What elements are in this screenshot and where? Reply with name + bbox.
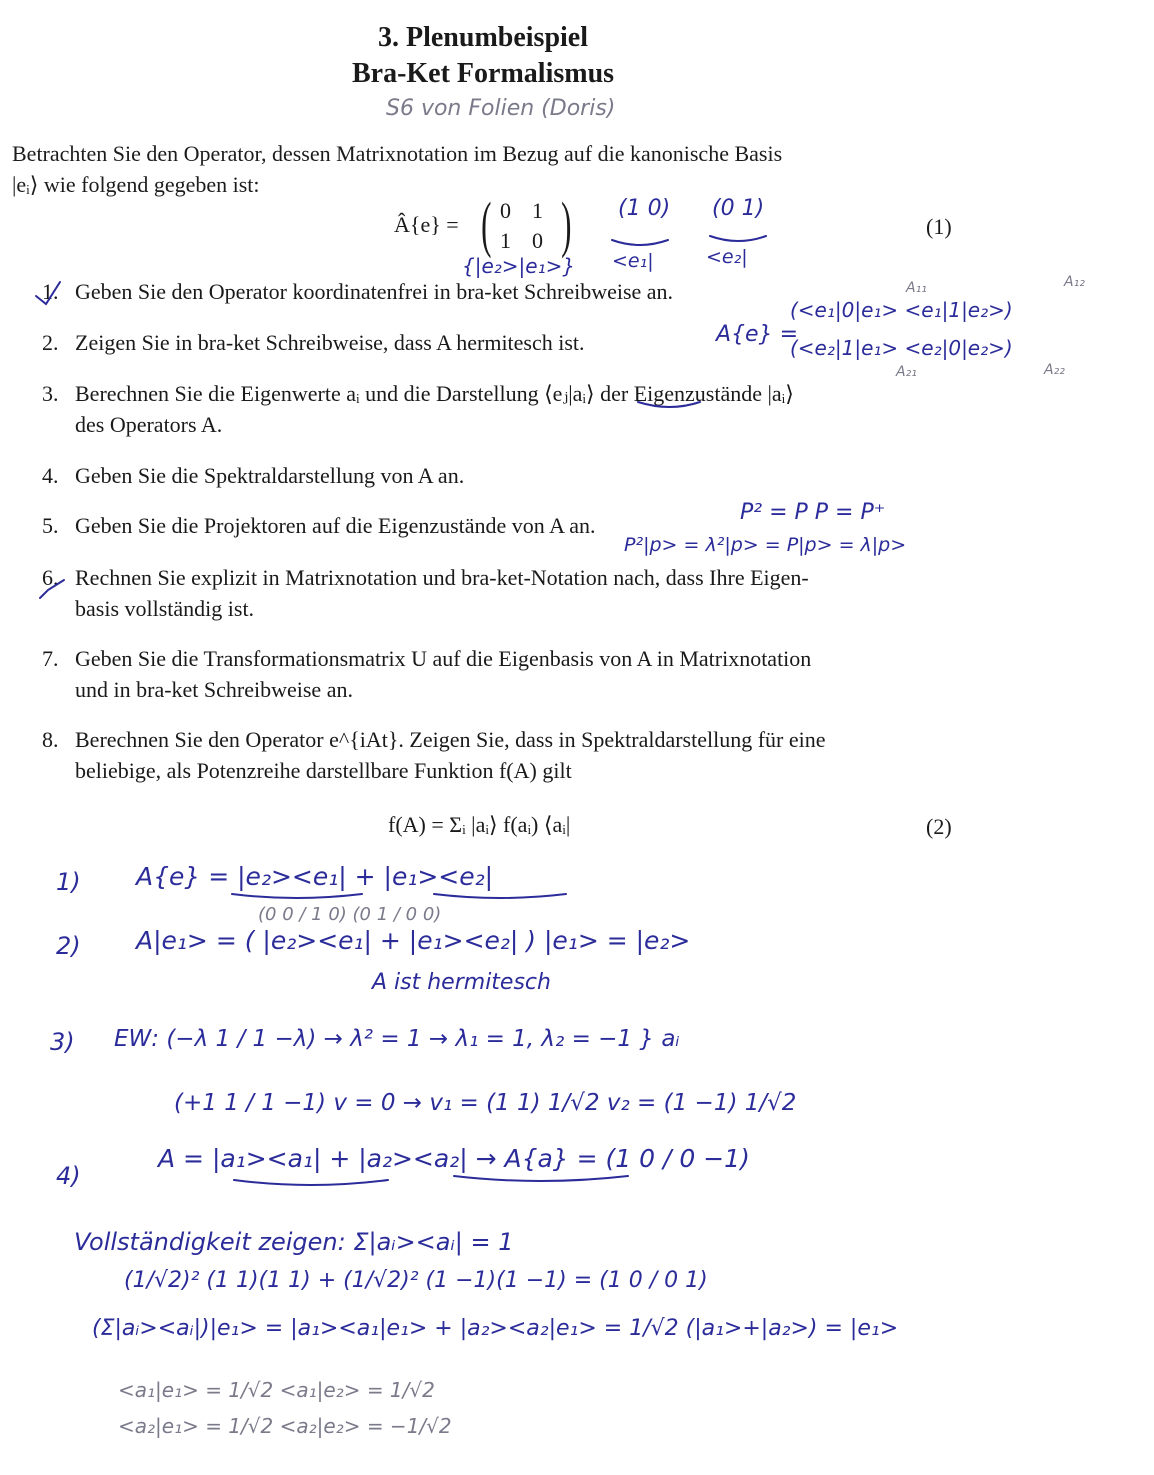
brace-under-col2 bbox=[710, 236, 766, 241]
annotation-a21: A₂₁ bbox=[896, 364, 917, 380]
task-text-continuation: beliebige, als Potenzreihe darstellbare Funktion f(A) gilt bbox=[75, 758, 572, 783]
brace-spectral-1 bbox=[234, 1180, 388, 1185]
equation-2-number: (2) bbox=[926, 814, 952, 839]
completeness-matrix: (1/√2)² (1 1)(1 1) + (1/√2)² (1 −1)(1 −1) = (1 0 / 0 1) bbox=[124, 1268, 708, 1293]
completeness-heading: Vollständigkeit zeigen: Σ|aᵢ><aᵢ| = 1 bbox=[74, 1228, 514, 1256]
task-text: Berechnen Sie die Eigenwerte aᵢ und die Darstellung ⟨eⱼ|aᵢ⟩ der Eigenzustände |aᵢ⟩ bbox=[75, 381, 794, 406]
overlap-row-2: <a₂|e₁> = 1/√2 <a₂|e₂> = −1/√2 bbox=[118, 1414, 452, 1438]
brace-term-1 bbox=[232, 894, 362, 898]
task-text: Berechnen Sie den Operator e^{iAt}. Zeigen Sie, dass in Spektraldarstellung für eine bbox=[75, 727, 826, 752]
task-text: Zeigen Sie in bra-ket Schreibweise, dass A hermitesch ist. bbox=[75, 330, 585, 355]
equation-1-lhs: Â{e} = bbox=[394, 212, 459, 237]
solution-4: A = |a₁><a₁| + |a₂><a₂| → A{a} = (1 0 / 0 −1) bbox=[158, 1144, 750, 1173]
check-mark-task-1 bbox=[36, 282, 60, 304]
annotation-matrix-row1: (<e₁|0|e₁> <e₁|1|e₂>) bbox=[790, 298, 1013, 322]
task-text-continuation: und in bra-ket Schreibweise an. bbox=[75, 677, 353, 702]
solution-2-label: 2) bbox=[56, 932, 81, 960]
task-number: 4. bbox=[42, 463, 59, 488]
solution-2: A|e₁> = ( |e₂><e₁| + |e₁><e₂| ) |e₁> = |e₂> bbox=[136, 926, 691, 955]
annotation-col2: (0 1) bbox=[712, 196, 765, 221]
annotation-basis: {|e₂>|e₁>} bbox=[462, 254, 576, 278]
annotation-a11: A₁₁ bbox=[906, 280, 927, 296]
matrix-a21: 1 bbox=[500, 228, 511, 253]
annotation-matrix-lhs: A{e} = bbox=[716, 322, 799, 347]
task-number: 2. bbox=[42, 330, 59, 355]
solution-3: EW: (−λ 1 / 1 −λ) → λ² = 1 → λ₁ = 1, λ₂ = −1 } aᵢ bbox=[114, 1026, 680, 1052]
underline-ej-ai bbox=[638, 402, 700, 407]
equation-2-formula: f(A) = Σᵢ |aᵢ⟩ f(aᵢ) ⟨aᵢ| bbox=[388, 812, 571, 837]
annotation-under-col1: <e₁| bbox=[612, 250, 654, 272]
annotation-a12: A₁₂ bbox=[1064, 274, 1085, 290]
task-text: Geben Sie die Projektoren auf die Eigenzustände von A an. bbox=[75, 513, 596, 538]
equation-1-matrix: ( 0 1 1 0 ) bbox=[481, 191, 572, 259]
task-number: 6. bbox=[42, 565, 59, 590]
solution-3-eigenvectors: (+1 1 / 1 −1) v = 0 → v₁ = (1 1) 1/√2 v₂ = (1 −1) 1/√2 bbox=[174, 1090, 797, 1116]
annotation-under-col2: <e₂| bbox=[706, 246, 748, 268]
task-number: 3. bbox=[42, 381, 59, 406]
annotation-col1: (1 0) bbox=[618, 196, 671, 221]
solution-1: A{e} = |e₂><e₁| + |e₁><e₂| bbox=[136, 862, 494, 891]
matrix-a12: 1 bbox=[532, 198, 543, 223]
intro-line-2: |eᵢ⟩ wie folgend gegeben ist: bbox=[12, 172, 260, 197]
overlap-row-1: <a₁|e₁> = 1/√2 <a₁|e₂> = 1/√2 bbox=[118, 1378, 435, 1402]
document-title: 3. Plenumbeispiel bbox=[377, 22, 588, 53]
task-text-continuation: des Operators A. bbox=[75, 412, 223, 437]
task-text: Geben Sie die Transformationsmatrix U auf die Eigenbasis von A in Matrixnotation bbox=[75, 646, 812, 671]
solution-1-label: 1) bbox=[56, 868, 81, 896]
brace-under-col1 bbox=[612, 240, 668, 245]
task-text-continuation: basis vollständig ist. bbox=[75, 596, 255, 621]
completeness-braket: (Σ|aᵢ><aᵢ|)|e₁> = |a₁><a₁|e₁> + |a₂><a₂|e₁> = 1/√2 (|a₁>+|a₂>) = |e₁> bbox=[92, 1316, 899, 1341]
annotation-projector-2: P²|p> = λ²|p> = P|p> = λ|p> bbox=[624, 534, 907, 556]
annotation-a22: A₂₂ bbox=[1044, 362, 1065, 378]
solution-1-matrices: (0 0 / 1 0) (0 1 / 0 0) bbox=[258, 904, 442, 925]
equation-1-number: (1) bbox=[926, 214, 952, 239]
matrix-a22: 0 bbox=[532, 228, 543, 253]
task-number: 8. bbox=[42, 727, 59, 752]
brace-spectral-2 bbox=[454, 1176, 628, 1181]
annotation-projector-1: P² = P P = P⁺ bbox=[740, 500, 886, 525]
matrix-a11: 0 bbox=[500, 198, 511, 223]
task-text: Geben Sie die Spektraldarstellung von A an. bbox=[75, 463, 465, 488]
check-mark-task-6 bbox=[40, 580, 64, 598]
intro-line-1: Betrachten Sie den Operator, dessen Matrixnotation im Bezug auf die kanonische Basis bbox=[12, 141, 783, 166]
annotation-matrix-row2: (<e₂|1|e₁> <e₂|0|e₂>) bbox=[790, 336, 1013, 360]
solution-2-conclusion: A ist hermitesch bbox=[372, 970, 551, 995]
solution-4-label: 4) bbox=[56, 1162, 81, 1190]
task-number: 1. bbox=[42, 279, 59, 304]
solution-3-label: 3) bbox=[50, 1028, 75, 1056]
margin-note: S6 von Folien (Doris) bbox=[386, 96, 616, 121]
task-number: 7. bbox=[42, 646, 59, 671]
task-text: Geben Sie den Operator koordinatenfrei in bra-ket Schreibweise an. bbox=[75, 279, 674, 304]
brace-term-2 bbox=[434, 894, 566, 898]
task-number: 5. bbox=[42, 513, 59, 538]
document-subtitle: Bra-Ket Formalismus bbox=[351, 58, 615, 89]
task-text: Rechnen Sie explizit in Matrixnotation und bra-ket-Notation nach, dass Ihre Eigen- bbox=[75, 565, 809, 590]
